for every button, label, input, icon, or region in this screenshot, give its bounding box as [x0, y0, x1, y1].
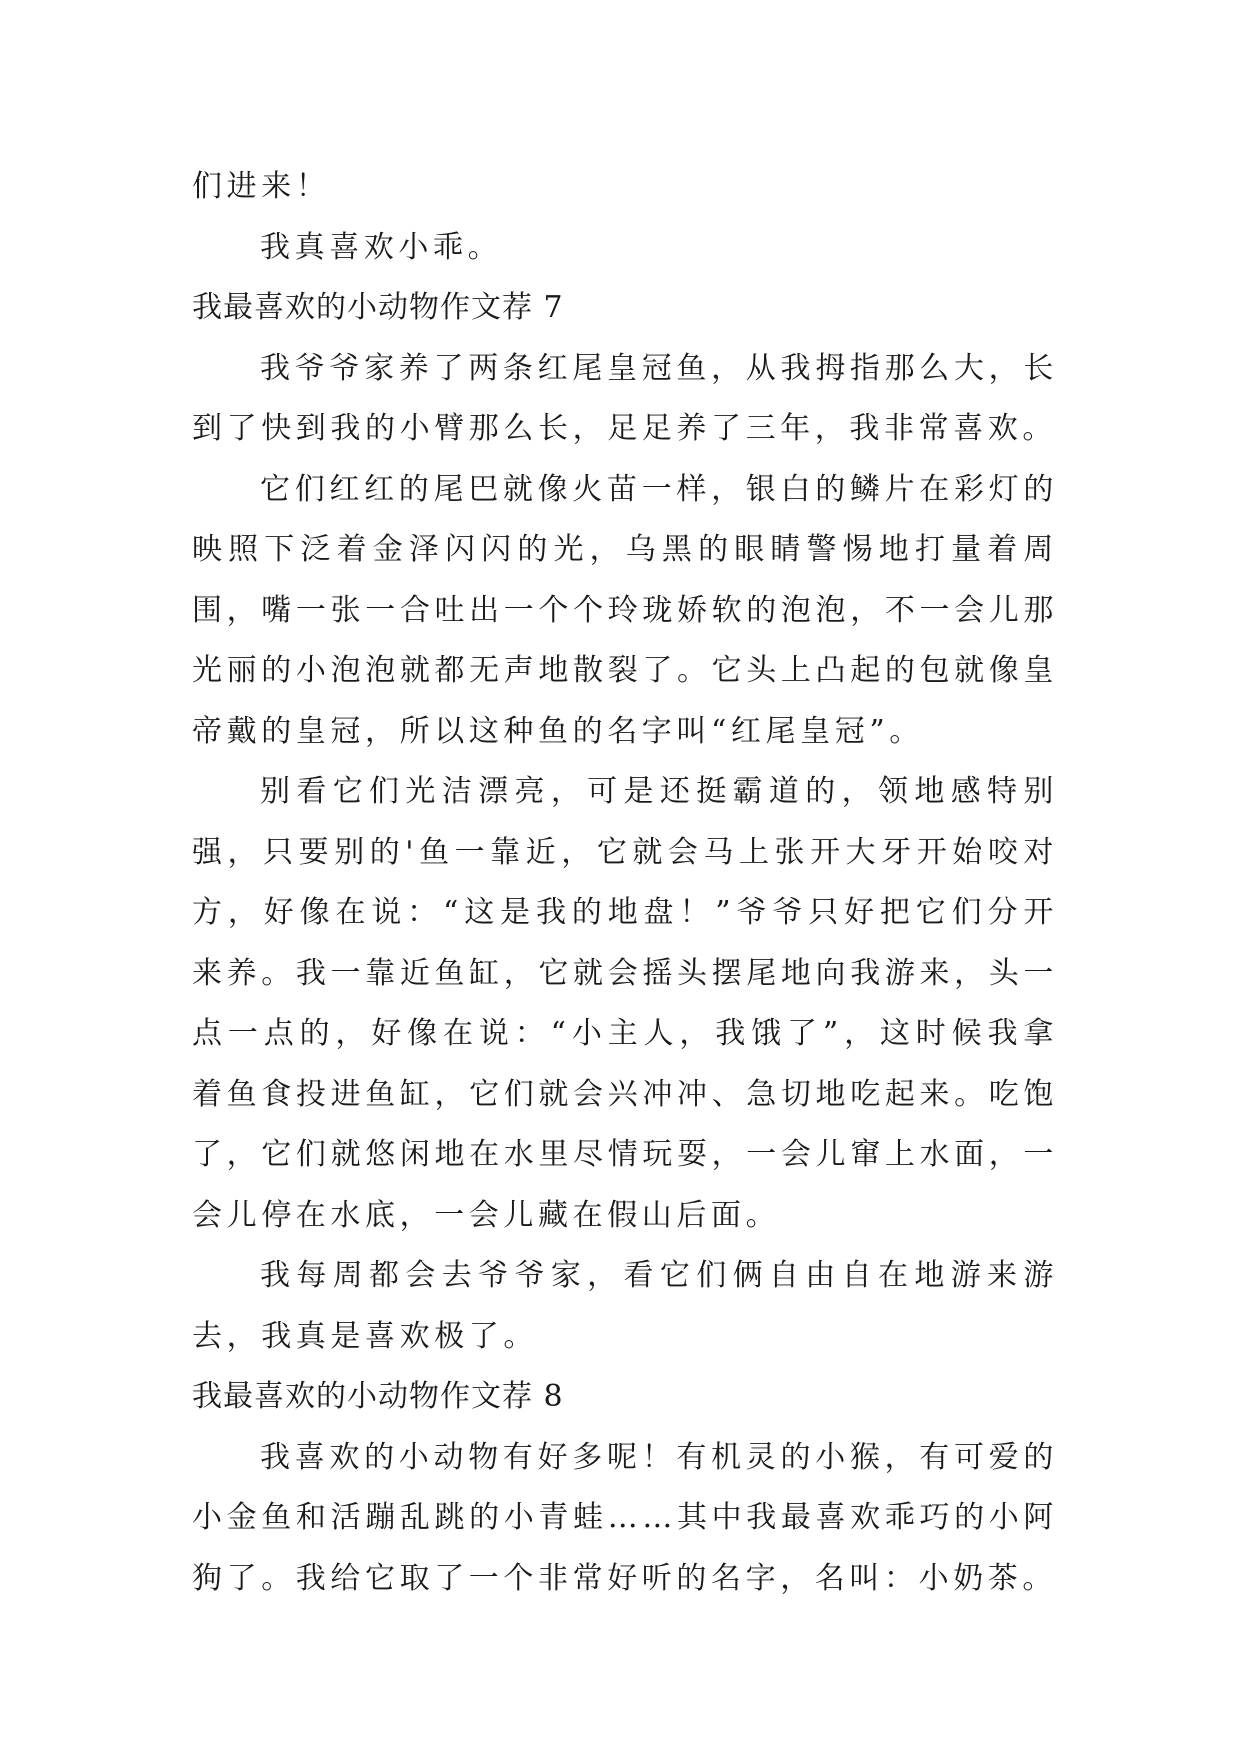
paragraph: 我爷爷家养了两条红尾皇冠鱼，从我拇指那么大，长到了快到我的小臂那么长，足足养了三年，我非常喜欢。 [192, 350, 1058, 446]
section-heading: 我最喜欢的小动物作文荐 8 [192, 1379, 564, 1414]
section-heading: 我最喜欢的小动物作文荐 7 [192, 290, 564, 325]
paragraph: 我真喜欢小乖。 [260, 229, 503, 265]
paragraph: 别看它们光洁漂亮，可是还挺霸道的，领地感特别强，只要别的'鱼一靠近，它就会马上张开大牙开始咬对方，好像在说：“这是我的地盘！”爷爷只好把它们分开来养。我一靠近鱼缸，它就会摇头摆尾地向我游来，头一点一点的，好像在说：“小主人，我饿了”，这时候我拿着鱼食投进鱼缸，它们就会兴冲冲、急切地吃起来。吃饱了，它们就悠闲地在水里尽情玩耍，一会儿窜上水面，一会儿停在水底，一会儿藏在假山后面。 [192, 774, 1058, 1233]
paragraph: 它们红红的尾巴就像火苗一样，银白的鳞片在彩灯的映照下泛着金泽闪闪的光，乌黑的眼睛警惕地打量着周围，嘴一张一合吐出一个个玲珑娇软的泡泡，不一会儿那光丽的小泡泡就都无声地散裂了。它头上凸起的包就像皇帝戴的皇冠，所以这种鱼的名字叫“红尾皇冠”。 [192, 471, 1058, 749]
document-body [192, 157, 1058, 1609]
paragraph: 我每周都会去爷爷家，看它们俩自由自在地游来游去，我真是喜欢极了。 [192, 1258, 1058, 1354]
paragraph: 们进来！ [192, 169, 331, 204]
paragraph: 我喜欢的小动物有好多呢！有机灵的小猴，有可爱的小金鱼和活蹦乱跳的小青蛙……其中我最喜欢乖巧的小阿狗了。我给它取了一个非常好听的名字，名叫：小奶茶。 [192, 1439, 1058, 1596]
